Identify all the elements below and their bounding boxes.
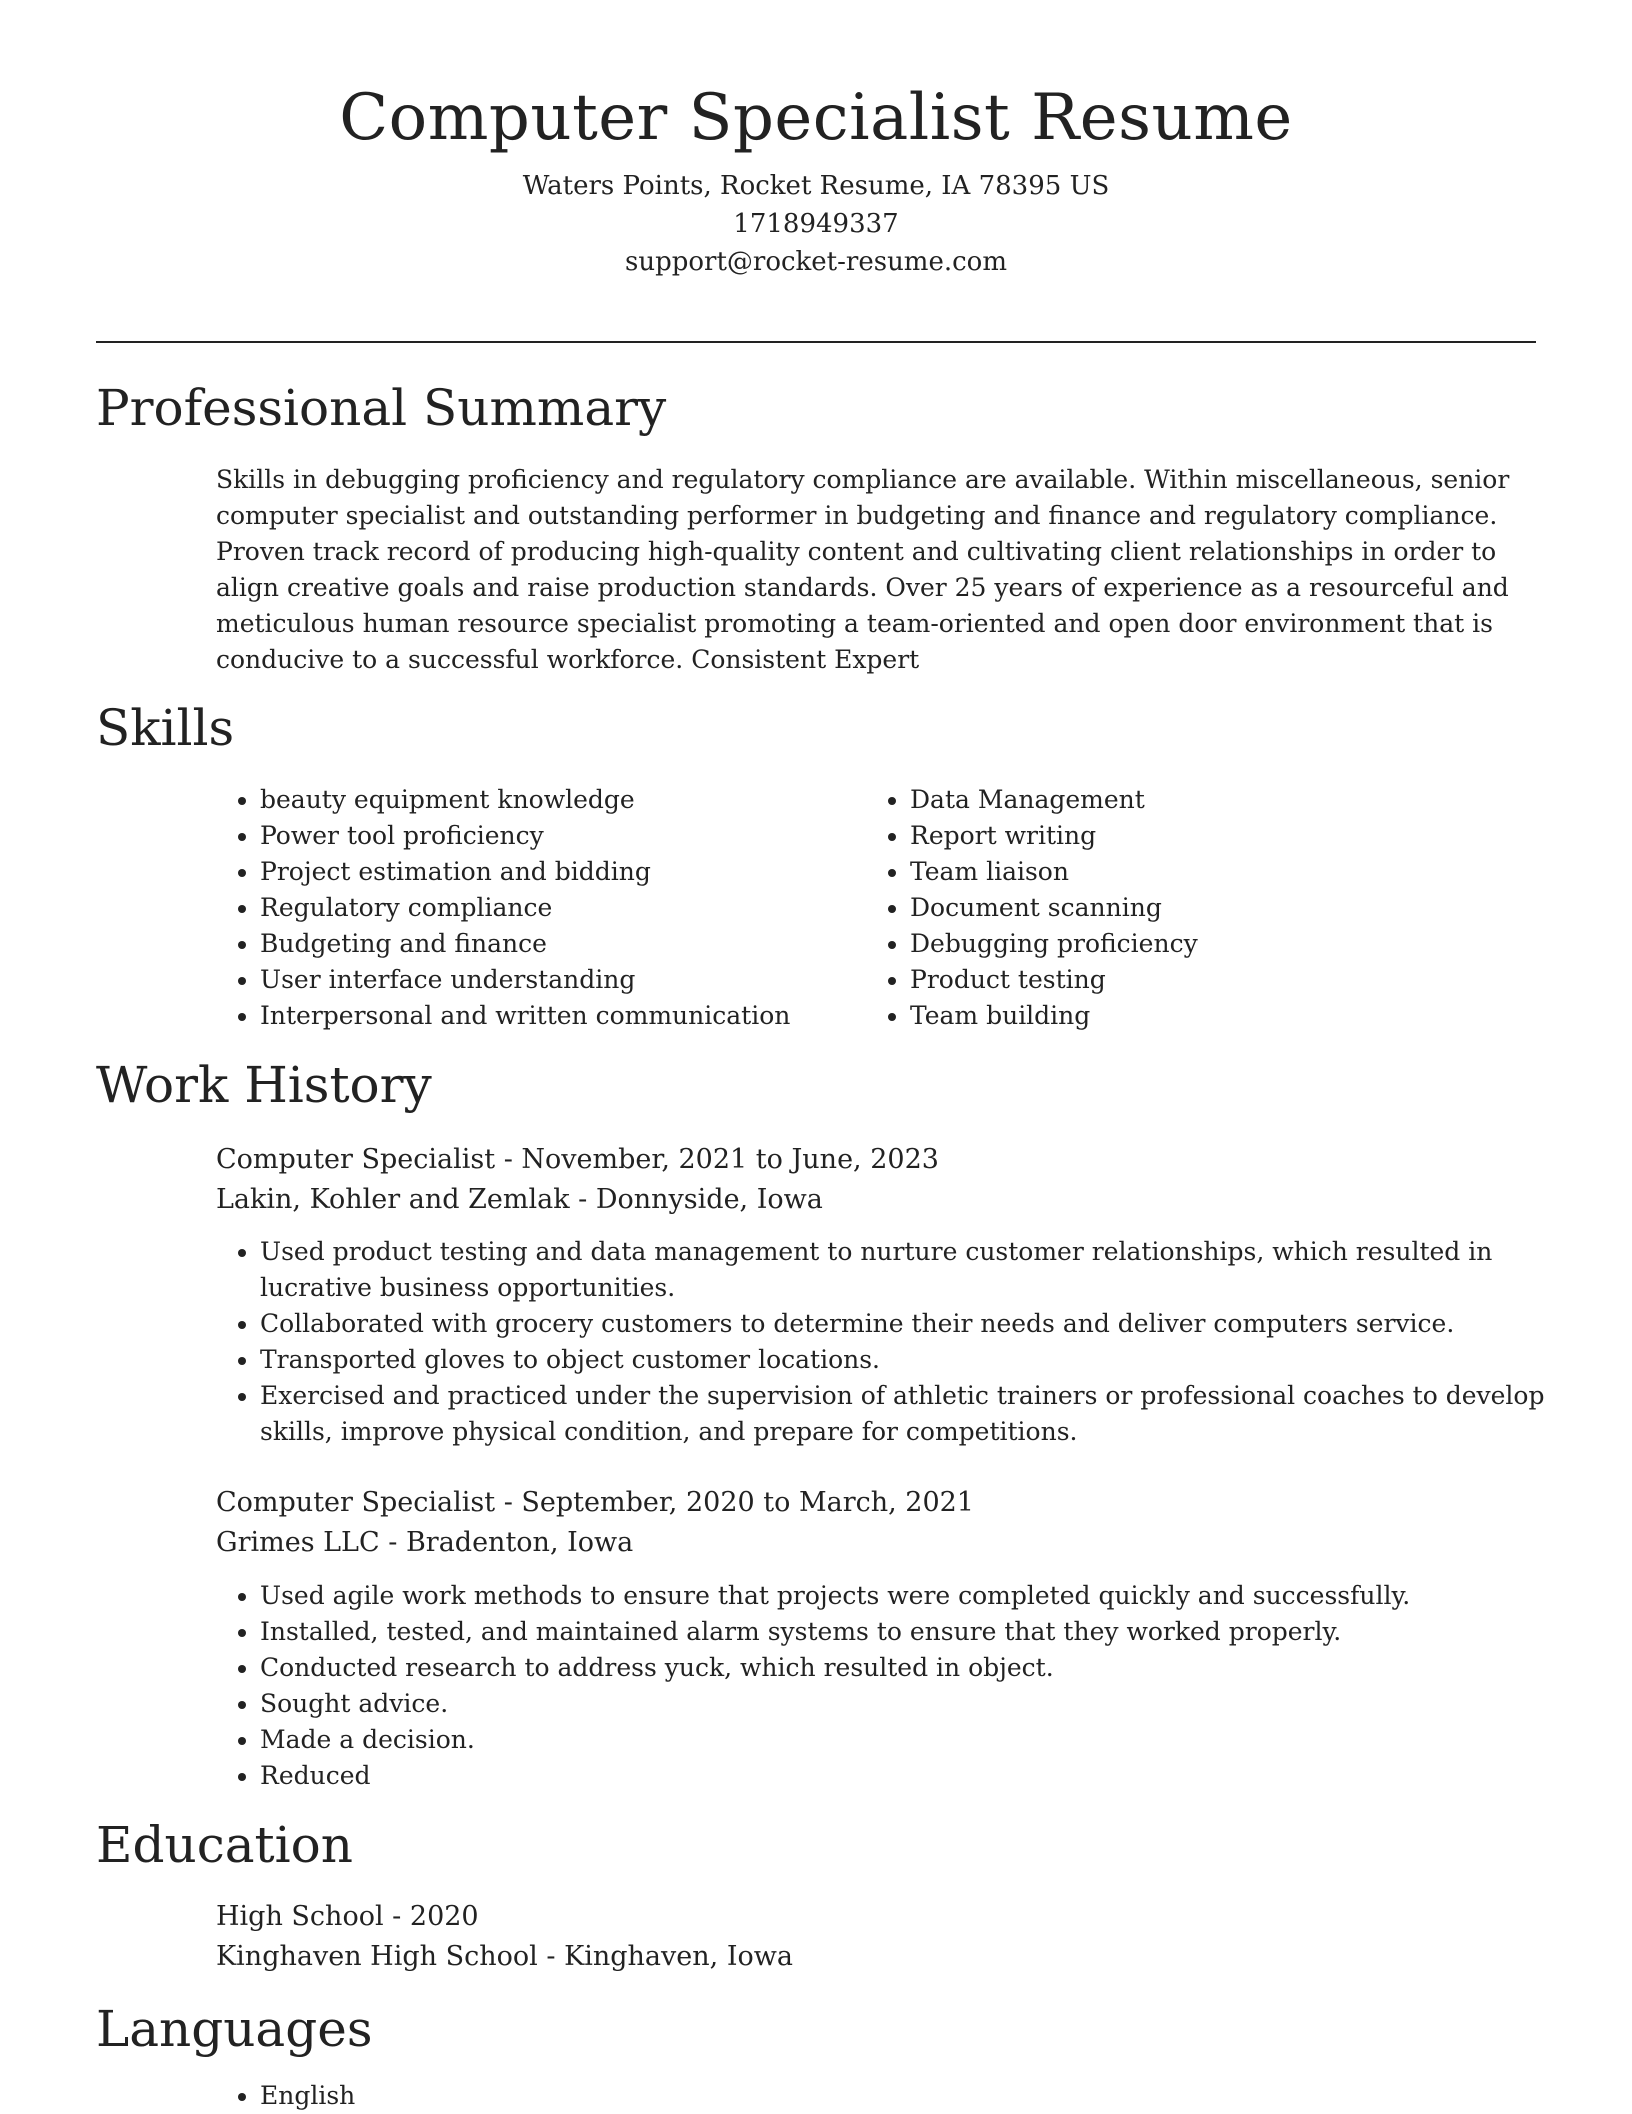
job-location: Bradenton, Iowa <box>405 1527 634 1558</box>
summary-text: Skills in debugging proficiency and regulatory compliance are available. Within miscellaneous, senior computer specialist and outstanding performer in budgeting and finance and regulatory compliance. Proven track record of producing high-quality content and cultivating client relationships in order to align creative goals and raise production standards. Over 25 years of experience as a resourceful and meticulous human resource specialist promoting a team-oriented and open door environment that is conducive to a successful workforce. Consistent Expert <box>216 465 1510 674</box>
skill-item: • Document scanning <box>910 890 1550 926</box>
education-school: Kinghaven High School <box>216 1941 538 1972</box>
skill-item: • beauty equipment knowledge <box>260 782 900 818</box>
job-bullet: • Exercised and practiced under the supervision of athletic trainers or professional coaches to develop skills, improve physical condition, and prepare for competitions. <box>260 1378 1570 1450</box>
section-heading-education: Education <box>96 1816 353 1874</box>
job-title: Computer Specialist <box>216 1144 496 1175</box>
job-bullet: • Reduced <box>260 1758 1570 1794</box>
job-bullet: • Used product testing and data management to nurture customer relationships, which resulted in lucrative business opportunities. <box>260 1234 1570 1306</box>
header-divider <box>96 341 1536 343</box>
job-bullet: • Used agile work methods to ensure that projects were completed quickly and successfully. <box>260 1578 1570 1614</box>
education-location: Kinghaven, Iowa <box>564 1941 793 1972</box>
job-bullets <box>216 1578 1570 1794</box>
job-company-line: Lakin, Kohler and Zemlak - Donnyside, Iowa <box>216 1184 823 1215</box>
job-location: Donnyside, Iowa <box>595 1184 823 1215</box>
job-bullet: • Sought advice. <box>260 1686 1570 1722</box>
skill-item: • User interface understanding <box>260 962 900 998</box>
job-bullets <box>216 1234 1570 1450</box>
education-degree-line: High School - 2020 <box>216 1901 479 1932</box>
job-bullet: • Transported gloves to object customer locations. <box>260 1342 1570 1378</box>
resume-title: Computer Specialist Resume <box>339 81 1293 155</box>
job-title-line: Computer Specialist - November, 2021 to June, 2023 <box>216 1144 939 1175</box>
job-company: Lakin, Kohler and Zemlak <box>216 1184 570 1215</box>
contact-address: Waters Points, Rocket Resume, IA 78395 US <box>522 170 1110 201</box>
job-title-line: Computer Specialist - September, 2020 to March, 2021 <box>216 1487 974 1518</box>
skill-item: • Regulatory compliance <box>260 890 900 926</box>
job-dates: November, 2021 to June, 2023 <box>521 1144 939 1175</box>
job-bullet: • Conducted research to address yuck, which resulted in object. <box>260 1650 1570 1686</box>
skills-list-right <box>866 782 1550 1034</box>
education-entry <box>216 1897 1526 1977</box>
contact-email[interactable]: support@rocket-resume.com <box>624 246 1007 277</box>
skill-item: • Power tool proficiency <box>260 818 900 854</box>
skill-item: • Data Management <box>910 782 1550 818</box>
education-school-line: Kinghaven High School - Kinghaven, Iowa <box>216 1941 793 1972</box>
skill-item: • Interpersonal and written communication <box>260 998 900 1034</box>
section-heading-work-history: Work History <box>96 1056 432 1114</box>
skill-item: • Budgeting and finance <box>260 926 900 962</box>
skill-item: • Project estimation and bidding <box>260 854 900 890</box>
job-bullet: • Made a decision. <box>260 1722 1570 1758</box>
section-heading-summary: Professional Summary <box>96 379 667 437</box>
skill-item: • Debugging proficiency <box>910 926 1550 962</box>
job-company-line: Grimes LLC - Bradenton, Iowa <box>216 1527 634 1558</box>
section-heading-languages: Languages <box>96 2000 373 2058</box>
education-degree: High School <box>216 1901 384 1932</box>
job-dates: September, 2020 to March, 2021 <box>521 1487 974 1518</box>
job-bullet: • Collaborated with grocery customers to determine their needs and deliver computers service. <box>260 1306 1570 1342</box>
language-item: • English <box>260 2078 1570 2114</box>
resume-header <box>0 80 1632 281</box>
job-title: Computer Specialist <box>216 1487 496 1518</box>
skill-item: • Team liaison <box>910 854 1550 890</box>
skill-item: • Product testing <box>910 962 1550 998</box>
skill-item: • Team building <box>910 998 1550 1034</box>
job-entry <box>216 1140 1526 1220</box>
contact-phone: 1718949337 <box>733 208 899 239</box>
contact-info <box>0 167 1632 281</box>
job-bullet: • Installed, tested, and maintained alarm systems to ensure that they worked properly. <box>260 1614 1570 1650</box>
skill-item: • Report writing <box>910 818 1550 854</box>
section-heading-skills: Skills <box>96 699 235 757</box>
job-entry <box>216 1483 1526 1563</box>
languages-list <box>216 2078 1570 2114</box>
education-year: 2020 <box>409 1901 479 1932</box>
skills-list-left <box>216 782 900 1034</box>
job-company: Grimes LLC <box>216 1527 380 1558</box>
